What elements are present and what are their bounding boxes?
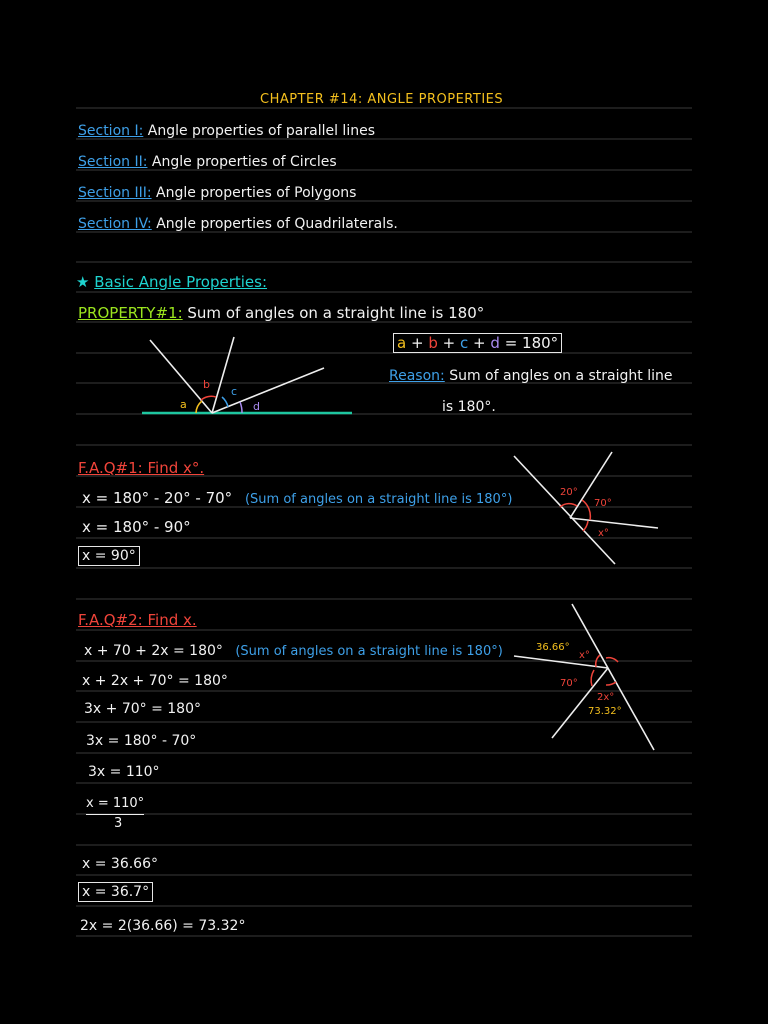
faq2-line-3: 3x + 70° = 180° — [84, 701, 201, 717]
faq1-angle-diagram — [508, 450, 668, 572]
fig1-label-a: a — [180, 398, 187, 411]
eq-plus: + — [473, 334, 486, 352]
section-2-label: Section II: — [78, 154, 148, 170]
property-1-label: PROPERTY#1: — [78, 304, 183, 322]
section-3 — [78, 184, 356, 202]
faq2-line-1-reason: (Sum of angles on a straight line is 180°) — [235, 644, 503, 659]
eq-rest: = 180° — [504, 334, 559, 352]
faq2-line-4: 3x = 180° - 70° — [86, 733, 197, 749]
section-2 — [78, 153, 337, 171]
section-1-label: Section I: — [78, 123, 144, 139]
section-4-label: Section IV: — [78, 216, 152, 232]
reason — [389, 367, 672, 385]
page-title: CHAPTER #14: ANGLE PROPERTIES — [260, 92, 504, 107]
faq2-label: F.A.Q#2: Find x. — [78, 611, 197, 629]
section-1 — [78, 122, 375, 140]
reason-line-2: is 180°. — [442, 399, 496, 415]
faq2-line-5: 3x = 110° — [88, 764, 160, 780]
section-1-text: Angle properties of parallel lines — [147, 123, 375, 139]
fig2-label-x: x° — [598, 528, 609, 539]
section-4-text: Angle properties of Quadrilaterals. — [156, 216, 398, 232]
faq1-line-1-eq: x = 180° - 20° - 70° — [82, 489, 233, 507]
faq2-fraction-denominator: 3 — [114, 816, 123, 831]
fig1-label-b: b — [203, 378, 210, 391]
faq2-answer-box: x = 36.7° — [78, 882, 153, 902]
faq1-line-1 — [82, 489, 512, 509]
fig2-label-70: 70° — [594, 498, 612, 509]
faq2-line-1 — [84, 642, 503, 661]
eq-a: a — [397, 334, 407, 352]
section-2-text: Angle properties of Circles — [151, 154, 337, 170]
fig3-label-x: x° — [579, 650, 590, 661]
property-1-text: Sum of angles on a straight line is 180° — [187, 304, 485, 322]
reason-label: Reason: — [389, 368, 445, 384]
faq2-line-6: x = 36.66° — [82, 856, 158, 872]
property-equation-box — [393, 333, 562, 353]
faq1-label: F.A.Q#1: Find x°. — [78, 459, 205, 477]
fig3-label-73-32: 73.32° — [588, 706, 622, 717]
star-icon: ★ — [76, 273, 90, 291]
faq1-answer-box: x = 90° — [78, 546, 140, 566]
section-4 — [78, 215, 398, 233]
basic-heading-text: Basic Angle Properties: — [94, 273, 268, 291]
fig3-label-70: 70° — [560, 678, 578, 689]
faq2-line-7: 2x = 2(36.66) = 73.32° — [80, 918, 246, 934]
section-3-label: Section III: — [78, 185, 152, 201]
faq2-fraction-numerator: x = 110° — [86, 795, 144, 815]
section-3-text: Angle properties of Polygons — [156, 185, 357, 201]
fig1-label-c: c — [231, 385, 238, 398]
faq2-line-1-eq: x + 70 + 2x = 180° — [84, 643, 223, 659]
eq-d: d — [490, 334, 500, 352]
eq-b: b — [428, 334, 438, 352]
eq-c: c — [460, 334, 469, 352]
reason-line-1: Sum of angles on a straight line — [449, 368, 673, 384]
faq2-line-2: x + 2x + 70° = 180° — [82, 673, 228, 689]
fig3-label-36-66: 36.66° — [536, 642, 570, 653]
faq2-angle-diagram — [510, 600, 666, 756]
faq1-line-1-reason: (Sum of angles on a straight line is 180°) — [244, 492, 513, 507]
fig3-label-2x: 2x° — [597, 692, 615, 703]
basic-heading — [76, 273, 267, 291]
fig1-label-d: d — [253, 400, 260, 413]
eq-plus: + — [442, 334, 456, 352]
property-1 — [78, 304, 484, 322]
faq2-fraction — [86, 795, 144, 833]
eq-plus: + — [410, 334, 424, 352]
fig2-label-20: 20° — [560, 487, 578, 498]
straight-line-angles-diagram — [140, 330, 360, 422]
faq1-line-2: x = 180° - 90° — [82, 518, 191, 536]
